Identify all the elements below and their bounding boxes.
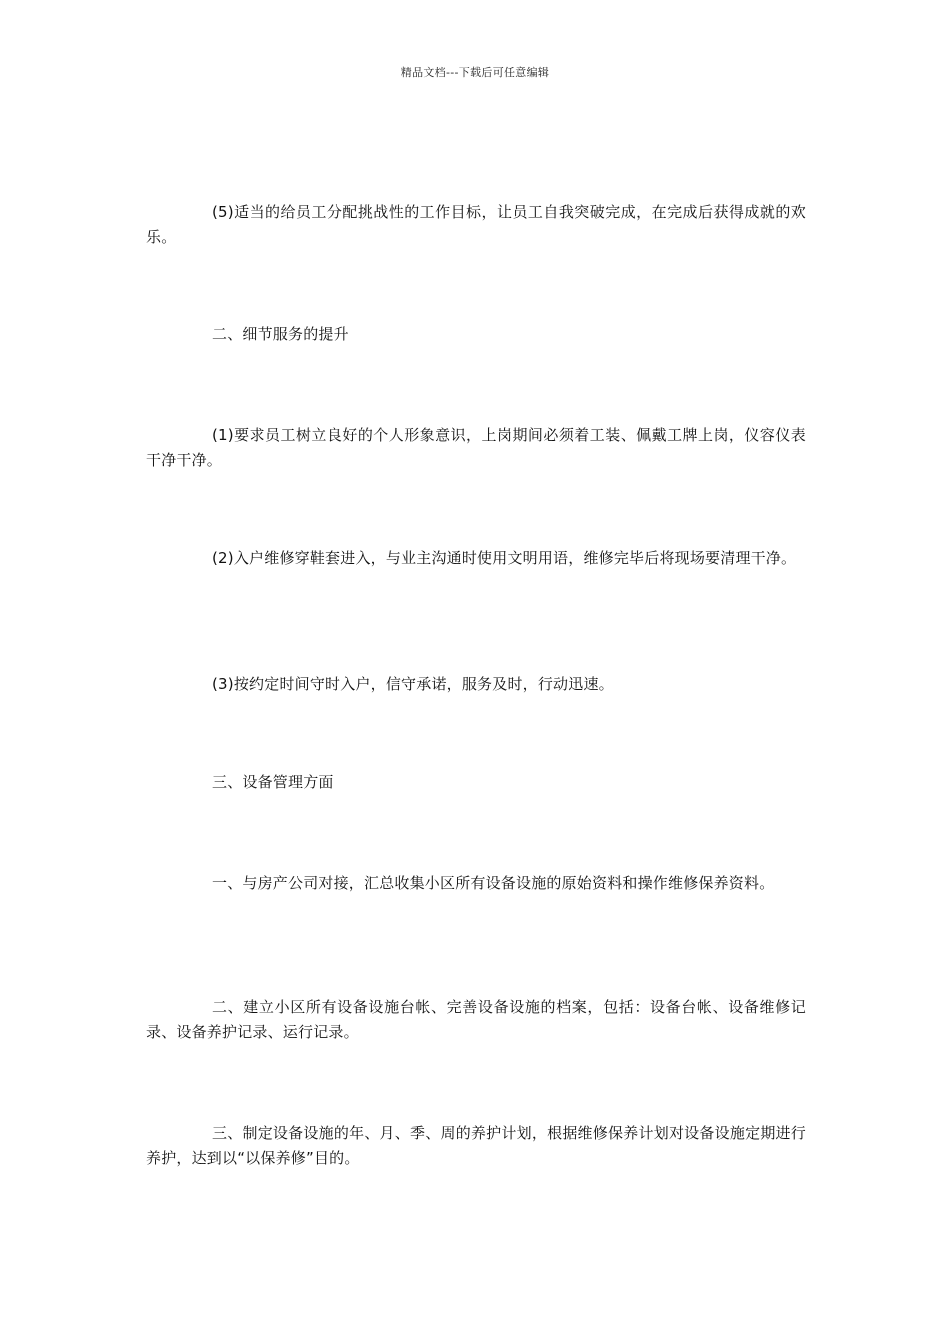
section-heading-detail-service: 二、细节服务的提升 [212,325,349,343]
paragraph-equipment-records: 二、建立小区所有设备设施台帐、完善设备设施的档案，包括：设备台帐、设备维修记录、设备养护记录、运行记录。 [146,998,806,1041]
paragraph-home-repair: (2)入户维修穿鞋套进入，与业主沟通时使用文明用语，维修完毕后将现场要清理干净。 [212,549,797,567]
page-header: 精品文档---下载后可任意编辑 [400,66,550,79]
paragraph-maintenance-plan: 三、制定设备设施的年、月、季、周的养护计划，根据维修保养计划对设备设施定期进行养护，达到以“以保养修”目的。 [146,1124,806,1167]
section-heading-equipment: 三、设备管理方面 [212,773,334,791]
paragraph-staff-image: (1)要求员工树立良好的个人形象意识，上岗期间必须着工装、佩戴工牌上岗，仪容仪表干净干净。 [146,426,806,469]
paragraph-equipment-data: 一、与房产公司对接，汇总收集小区所有设备设施的原始资料和操作维修保养资料。 [212,874,775,892]
paragraph-punctuality: (3)按约定时间守时入户，信守承诺，服务及时，行动迅速。 [212,675,614,693]
paragraph-goal-challenge: (5)适当的给员工分配挑战性的工作目标，让员工自我突破完成，在完成后获得成就的欢乐。 [146,203,806,246]
